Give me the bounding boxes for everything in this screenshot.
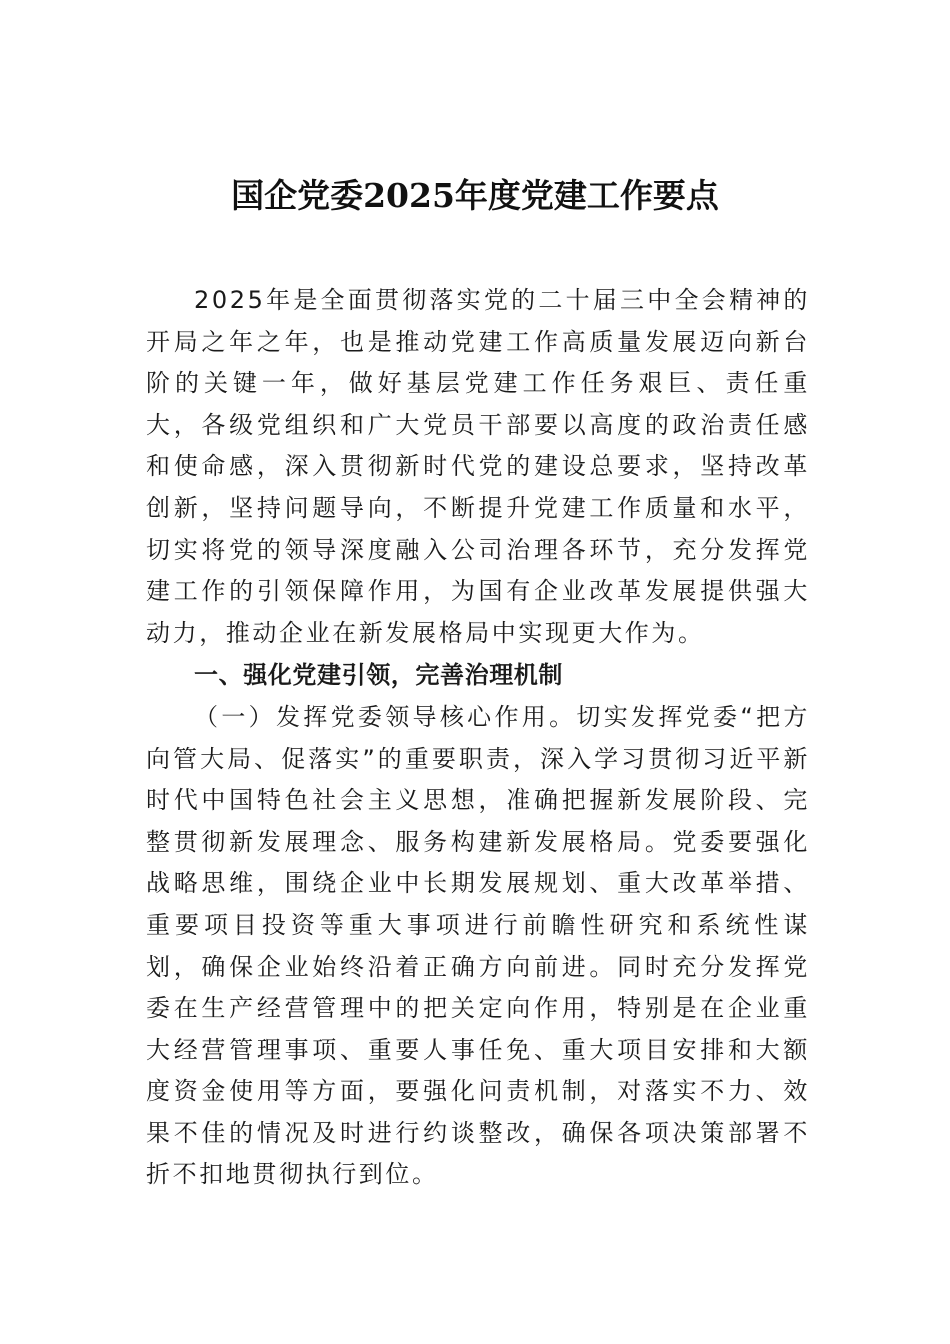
document-title: 国企党委2025年度党建工作要点 — [231, 176, 719, 215]
subsection-lead-1: （一）发挥党委领导核心作用。 — [194, 702, 577, 731]
section-heading-1: 一、强化党建引领，完善治理机制 — [194, 661, 563, 690]
intro-paragraph: 2025年是全面贯彻落实党的二十届三中全会精神的开局之年之年，也是推动党建工作高质量发展迈向新台阶的关键一年，做好基层党建工作任务艰巨、责任重大，各级党组织和广大党员干部要以高度的政治责任感和使命感，深入贯彻新时代党的建设总要求，坚持改革创新，坚持问题导向，不断提升党建工作质量和水平，切实将党的领导深度融入公司治理各环节，充分发挥党建工作的引领保障作用，为国有企业改革发展提供强大动力，推动企业在新发展格局中实现更大作为。 — [146, 286, 810, 647]
subsection-paragraph-1 — [146, 697, 810, 1196]
subsection-body-1: 切实发挥党委“把方向管大局、促落实”的重要职责，深入学习贯彻习近平新时代中国特色社会主义思想，准确把握新发展阶段、完整贯彻新发展理念、服务构建新发展格局。党委要强化战略思维，围绕企业中长期发展规划、重大改革举措、重要项目投资等重大事项进行前瞻性研究和系统性谋划，确保企业始终沿着正确方向前进。同时充分发挥党委在生产经营管理中的把关定向作用，特别是在企业重大经营管理事项、重要人事任免、重大项目安排和大额度资金使用等方面，要强化问责机制，对落实不力、效果不佳的情况及时进行约谈整改，确保各项决策部署不折不扣地贯彻执行到位。 — [146, 702, 810, 1189]
document-body — [146, 280, 810, 1196]
